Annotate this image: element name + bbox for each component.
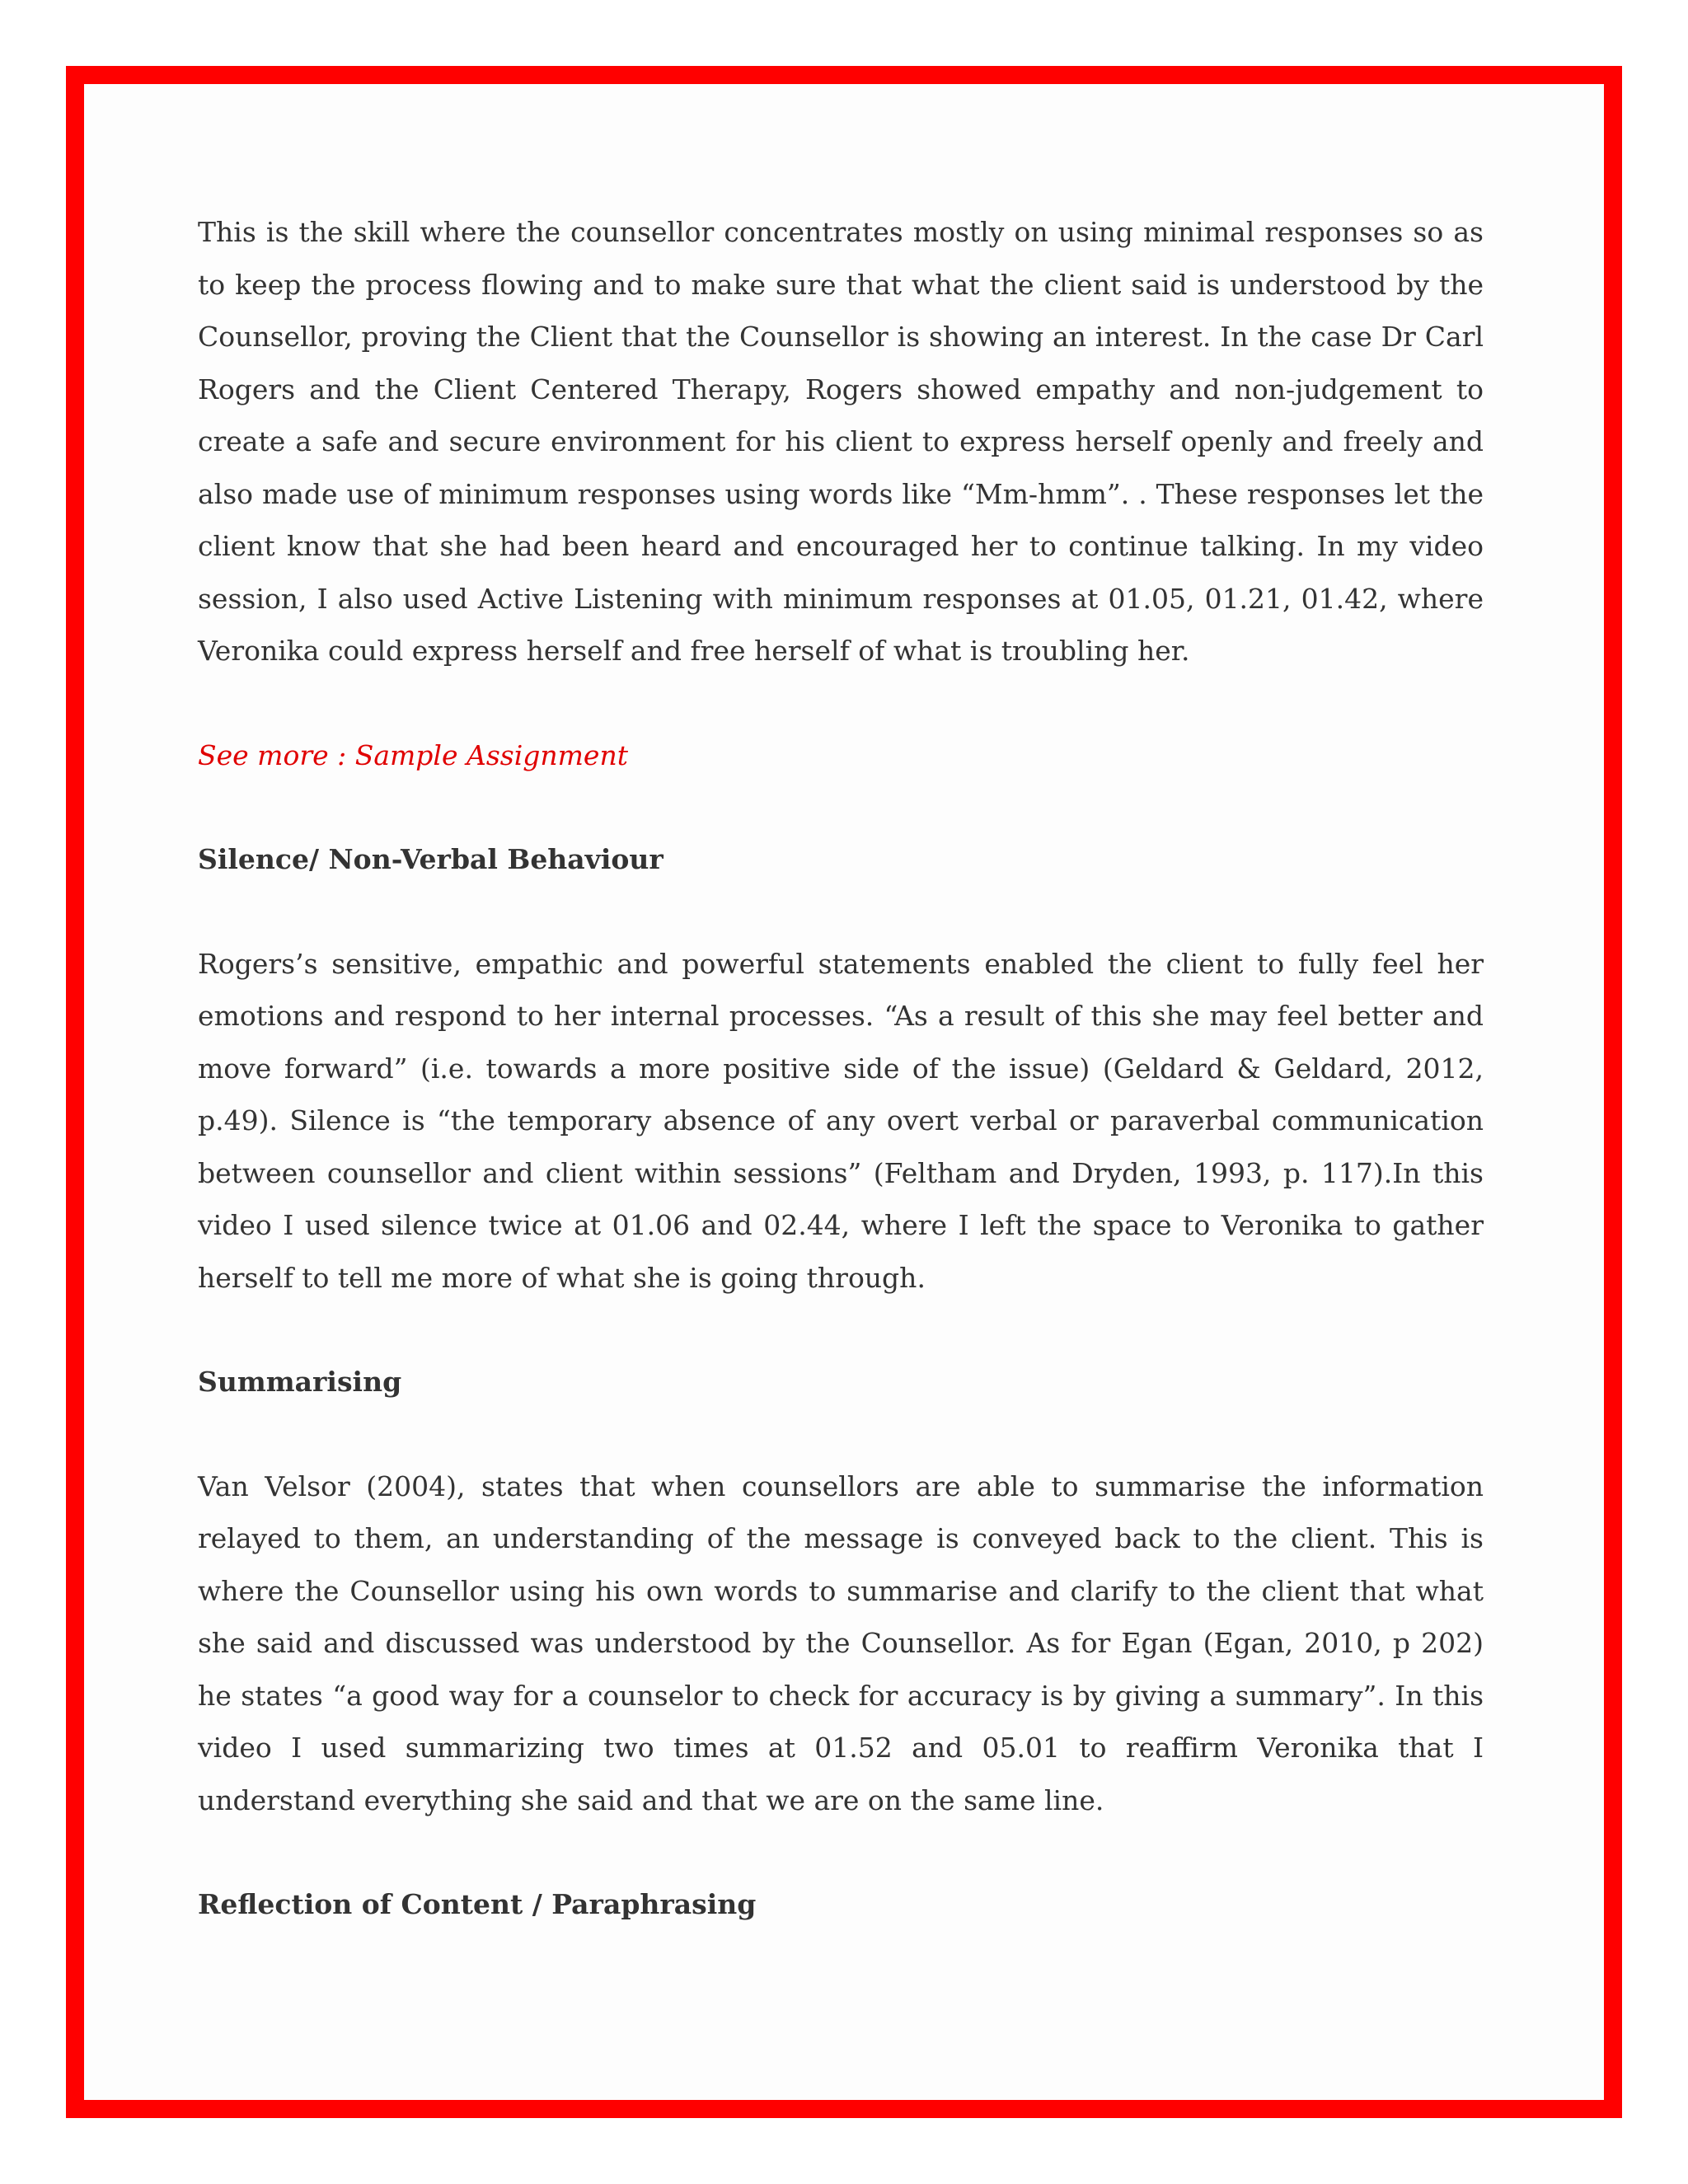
heading-summarising: Summarising (198, 1366, 402, 1398)
paragraph-minimal-responses: This is the skill where the counsellor concentrates mostly on using minimal responses so as to keep the process flowing and to make sure that what the client said is understood by the Counsellor, proving the Client that the Counsellor is showing an interest. In the case Dr Carl Rogers and the Client Centered Therapy, Rogers showed empathy and non-judgement to create a safe and secure environment for his client to express herself openly and freely and also made use of minimum responses using words like “Mm-hmm”. . These responses let the client know that she had been heard and encouraged her to continue talking. In my video session, I also used Active Listening with minimum responses at 01.05, 01.21, 01.42, where Veronika could express herself and free herself of what is troubling her. (198, 216, 1484, 667)
paragraph-silence: Rogers’s sensitive, empathic and powerful statements enabled the client to fully feel her emotions and respond to her internal processes. “As a result of this she may feel better and move forward” (i.e. towards a more positive side of the issue) (Geldard & Geldard, 2012, p.49). Silence is “the temporary absence of any overt verbal or paraverbal communication between counsellor and client within sessions” (Feltham and Dryden, 1993, p. 117).In this video I used silence twice at 01.06 and 02.44, where I left the space to Veronika to gather herself to tell me more of what she is going through. (198, 947, 1484, 1294)
paragraph-summarising: Van Velsor (2004), states that when counsellors are able to summarise the information relayed to them, an understanding of the message is conveyed back to the client. This is where the Counsellor using his own words to summarise and clarify to the client that what she said and discussed was understood by the Counsellor. As for Egan (Egan, 2010, p 202) he states “a good way for a counselor to check for accuracy is by giving a summary”. In this video I used summarizing two times at 01.52 and 05.01 to reaffirm Veronika that I understand everything she said and that we are on the same line. (198, 1469, 1484, 1816)
heading-reflection: Reflection of Content / Paraphrasing (198, 1888, 757, 1920)
heading-silence: Silence/ Non-Verbal Behaviour (198, 843, 663, 875)
see-more-link[interactable]: See more : Sample Assignment (198, 738, 628, 771)
document-body (198, 206, 1484, 1931)
